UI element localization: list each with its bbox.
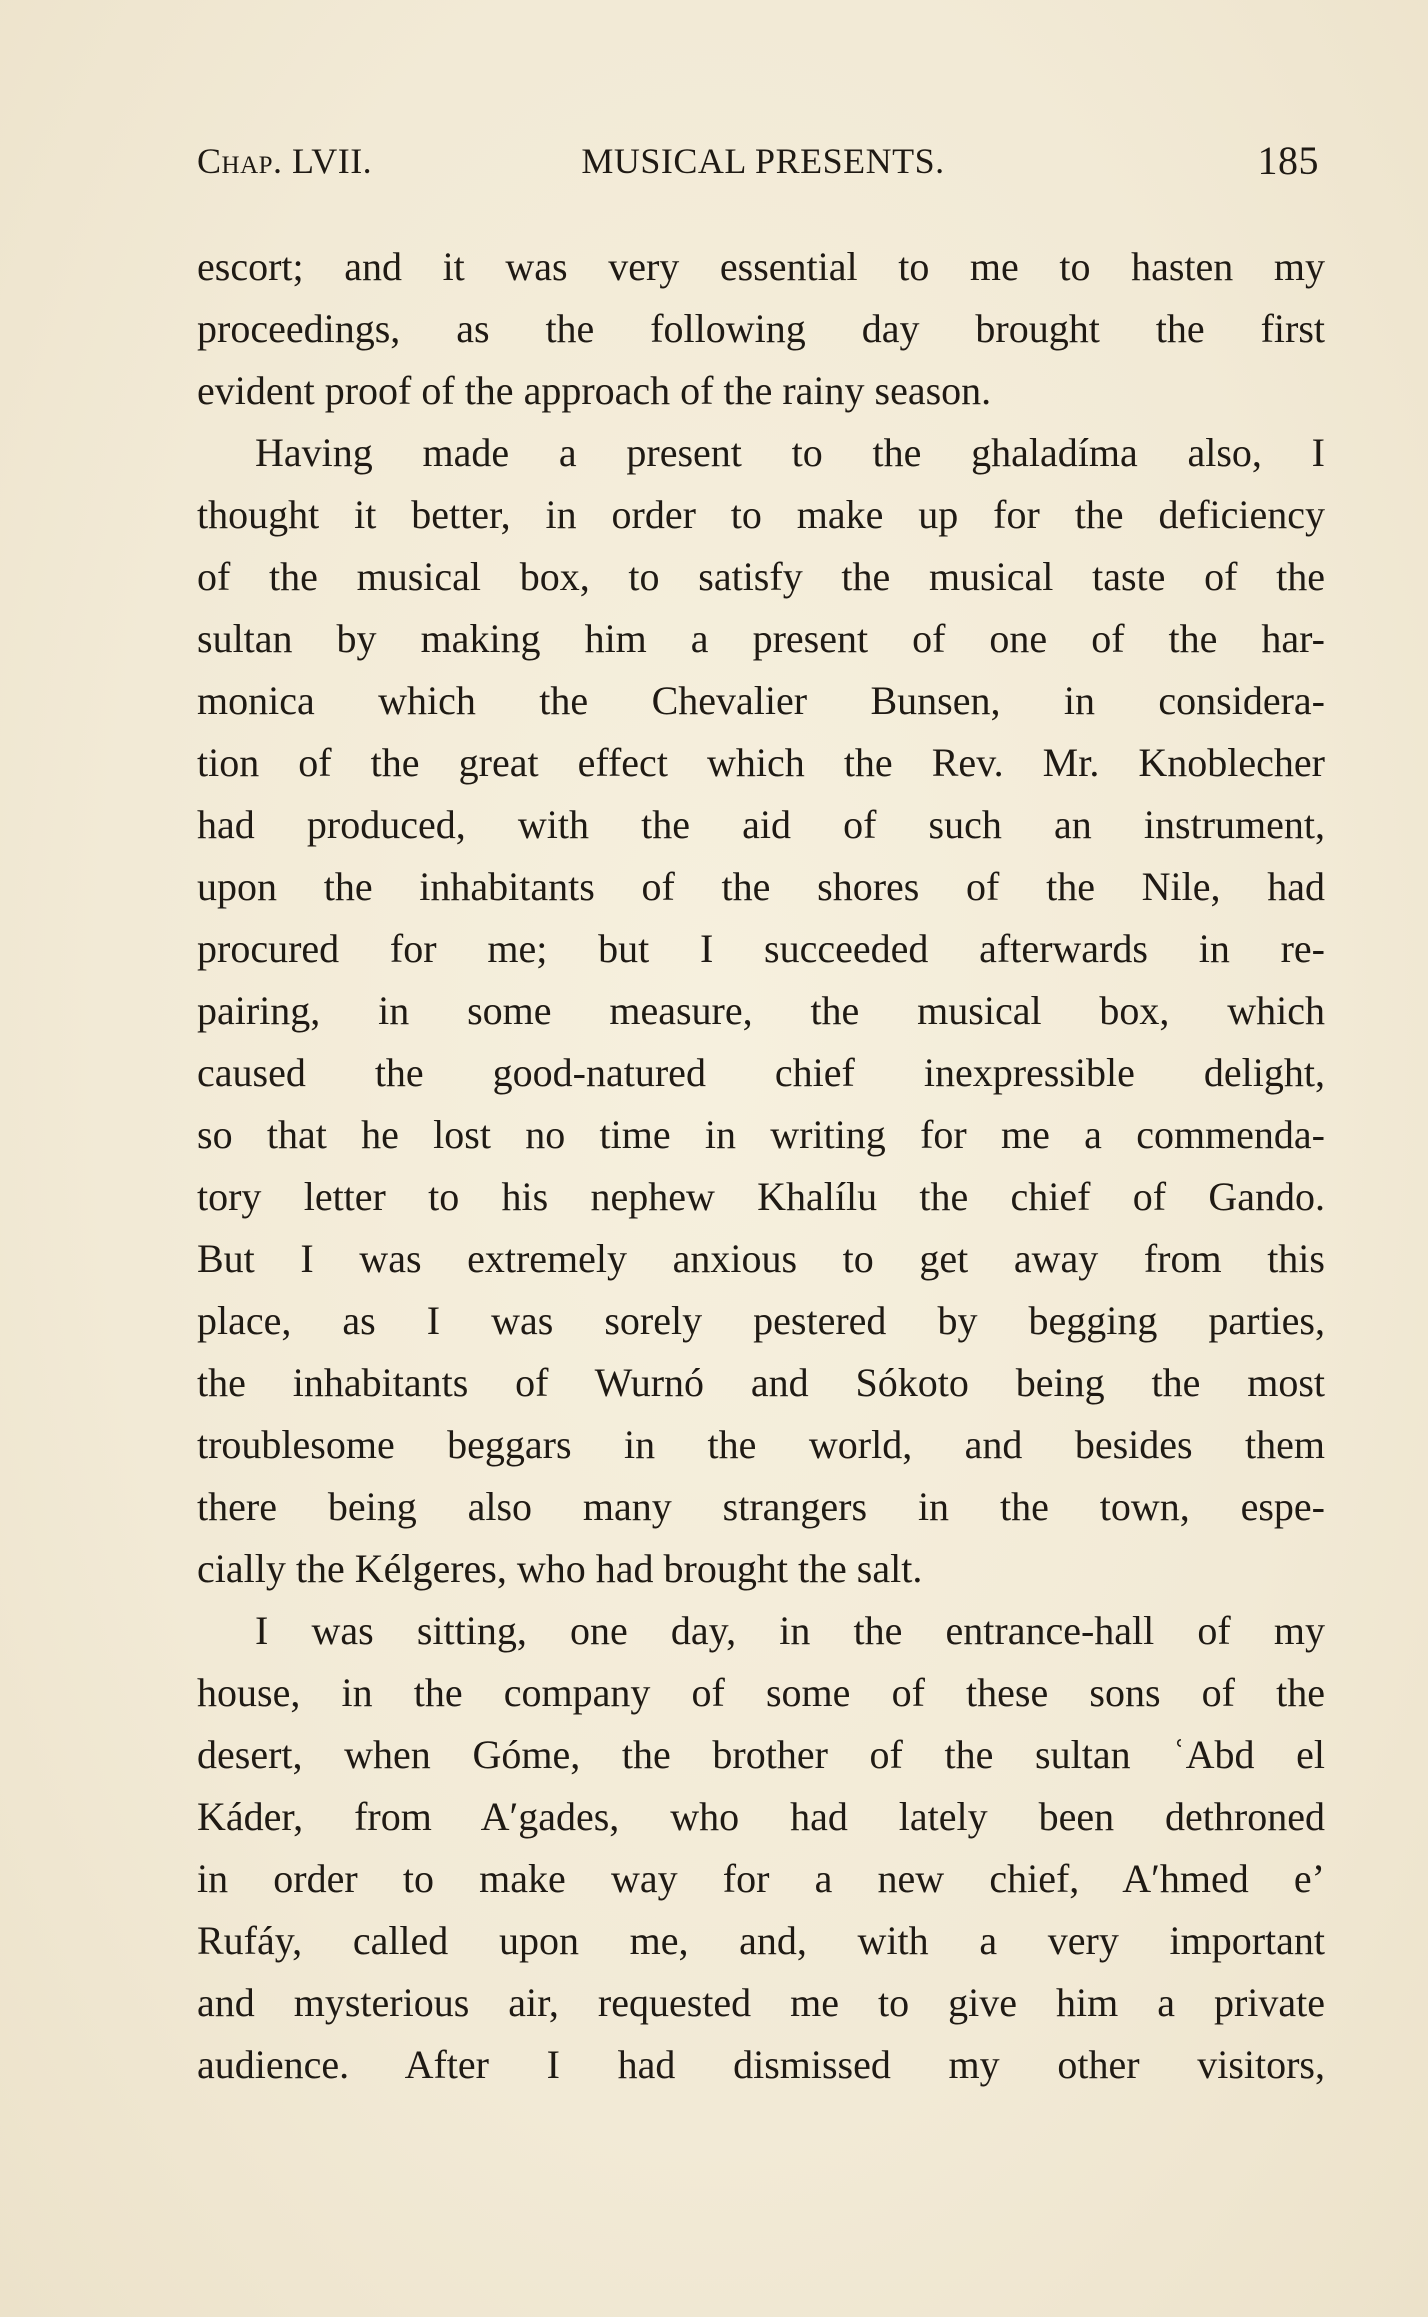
text-line: I was sitting, one day, in the entrance-hall of my bbox=[255, 1608, 1325, 1653]
text-line: upon the inhabitants of the shores of the Nile, had bbox=[197, 864, 1325, 909]
text-line: thought it better, in order to make up for the deficiency bbox=[197, 492, 1325, 537]
text-line: monica which the Chevalier Bunsen, in considera- bbox=[197, 678, 1325, 723]
text-line: sultan by making him a present of one of the har- bbox=[197, 616, 1325, 661]
text-line: But I was extremely anxious to get away from this bbox=[197, 1236, 1325, 1281]
text-line: the inhabitants of Wurnó and Sókoto being the most bbox=[197, 1360, 1325, 1405]
text-line: escort; and it was very essential to me to hasten my bbox=[197, 244, 1325, 289]
text-line: desert, when Góme, the brother of the sultan ʿAbd el bbox=[197, 1732, 1325, 1777]
text-line: troublesome beggars in the world, and besides them bbox=[197, 1422, 1325, 1467]
text-line: and mysterious air, requested me to give him a private bbox=[197, 1980, 1325, 2025]
text-line: in order to make way for a new chief, A′hmed e’ bbox=[197, 1856, 1325, 1901]
page-number: 185 bbox=[1257, 138, 1319, 183]
text-line: pairing, in some measure, the musical box, which bbox=[197, 988, 1325, 1033]
chapter-label: Chap. LVII. bbox=[197, 141, 373, 181]
running-title: MUSICAL PRESENTS. bbox=[581, 141, 945, 181]
text-line: house, in the company of some of these sons of the bbox=[197, 1670, 1325, 1715]
text-line: so that he lost no time in writing for me a commenda- bbox=[197, 1112, 1325, 1157]
text-line: there being also many strangers in the town, espe- bbox=[197, 1484, 1325, 1529]
body-text bbox=[197, 236, 1325, 2096]
text-line: had produced, with the aid of such an instrument, bbox=[197, 802, 1325, 847]
text-line: place, as I was sorely pestered by begging parties, bbox=[197, 1298, 1325, 1343]
text-line: proceedings, as the following day brought the first bbox=[197, 306, 1325, 351]
text-line: tion of the great effect which the Rev. Mr. Knoblecher bbox=[197, 740, 1325, 785]
text-line: procured for me; but I succeeded afterwards in re- bbox=[197, 926, 1325, 971]
text-line: tory letter to his nephew Khalílu the chief of Gando. bbox=[197, 1174, 1325, 1219]
running-header bbox=[197, 140, 1319, 190]
text-line: Rufáy, called upon me, and, with a very important bbox=[197, 1918, 1325, 1963]
text-line: Having made a present to the ghaladíma also, I bbox=[255, 430, 1325, 475]
text-line: cially the Kélgeres, who had brought the salt. bbox=[197, 1546, 923, 1591]
text-line: of the musical box, to satisfy the musical taste of the bbox=[197, 554, 1325, 599]
text-line: evident proof of the approach of the rainy season. bbox=[197, 368, 992, 413]
text-line: Káder, from A′gades, who had lately been dethroned bbox=[197, 1794, 1325, 1839]
text-line: caused the good-natured chief inexpressible delight, bbox=[197, 1050, 1325, 1095]
text-line: audience. After I had dismissed my other visitors, bbox=[197, 2042, 1325, 2087]
